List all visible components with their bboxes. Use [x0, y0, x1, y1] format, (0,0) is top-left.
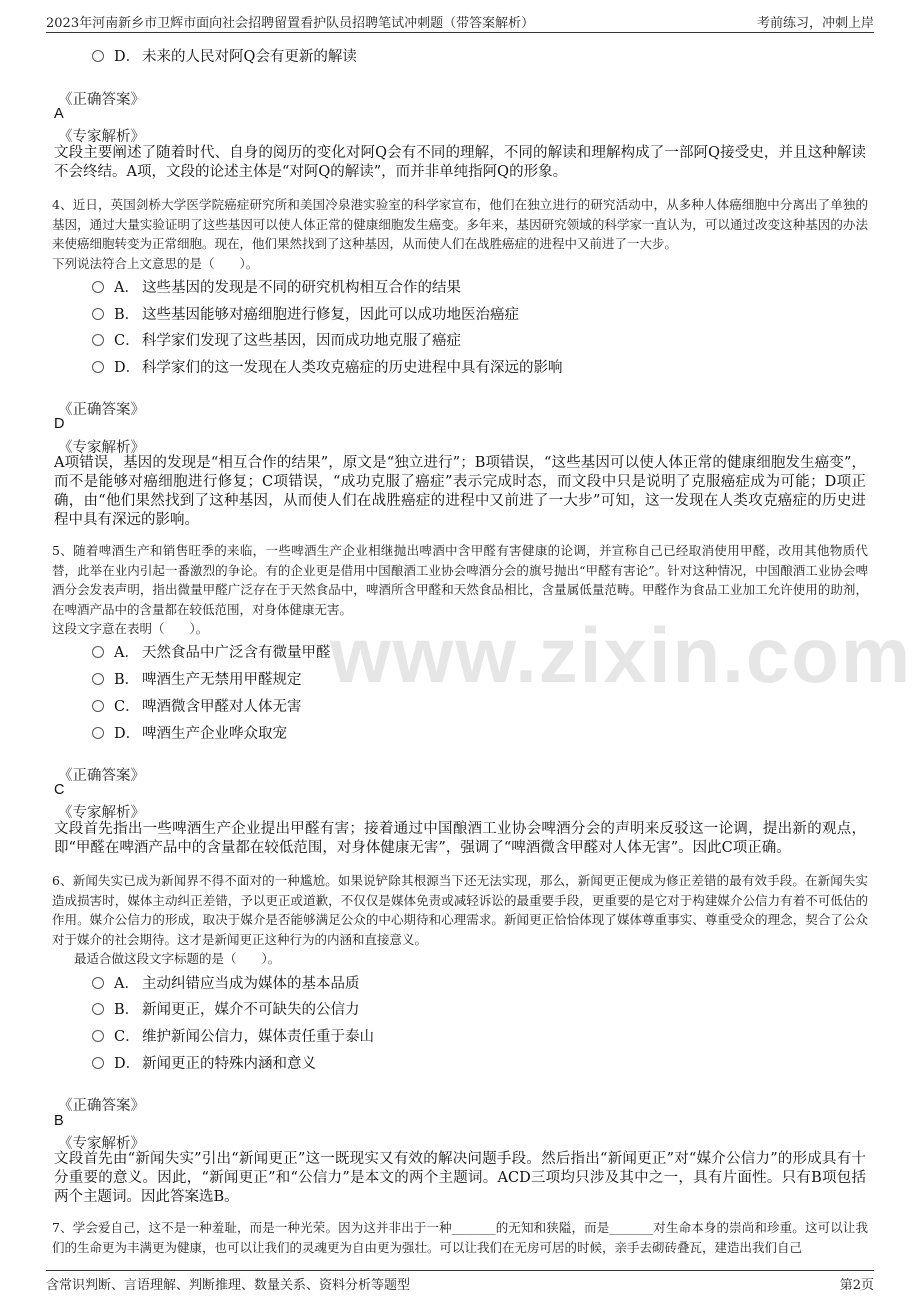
q5-option-a[interactable]: A． 天然食品中广泛含有微量甲醛 [92, 641, 331, 663]
q6-option-a[interactable]: A． 主动纠错应当成为媒体的基本品质 [92, 972, 360, 994]
page-number: 第2页 [839, 1278, 874, 1293]
q6-option-d[interactable]: D． 新闻更正的特殊内涵和意义 [92, 1052, 316, 1074]
q4-analysis: A项错误，基因的发现是“相互合作的结果”，原文是“独立进行”；B项错误，“这些基因可以使人体正常的健康细胞发生癌变”，而不是能够对癌细胞进行修复；C项错误，“成功克服了癌症”表示完成时态，而文段中只是说明了克服癌症成为可能；D项正确，由“他们果然找到了这种基因，从而使人们在战胜癌症的进程中又前进了一大步”可知，这一发现在人类攻克癌症的历史进程中具有深远的影响。 [54, 455, 866, 528]
q4-option-d[interactable]: D． 科学家们的这一发现在人类攻克癌症的历史进程中具有深远的影响 [92, 356, 563, 378]
page-header [46, 8, 874, 33]
q6-option-c[interactable]: C． 维护新闻公信力，媒体责任重于泰山 [92, 1025, 374, 1047]
q5-analysis: 文段首先指出一些啤酒生产企业提出甲醛有害；接着通过中国酿酒工业协会啤酒分会的声明来反驳这一论调，提出新的观点，即“甲醛在啤酒产品中的含量都在较低范围，对身体健康无害”，强调了“啤酒微含甲醛对人体无害”。因此C项正确。 [54, 821, 866, 856]
page-footer [46, 1270, 874, 1293]
q4-stem: 4、近日，英国剑桥大学医学院癌症研究所和美国冷泉港实验室的科学家宣布，他们在独立进行的研究活动中，从多种人体癌细胞中分离出了单独的基因，通过大量实验证明了这些基因可以使人体正常的健康细胞发生癌变。多年来，基因研究领域的科学家一直认为，可以通过改变这种基因的办法来使癌细胞转变为正常细胞。现在，他们果然找到了这种基因，从而使人们在战胜癌症的进程中又前进了一大步。 [52, 197, 868, 251]
q4-answer: D [54, 416, 65, 432]
radio-icon[interactable] [92, 1003, 104, 1015]
radio-icon[interactable] [92, 646, 104, 658]
analysis-label: 《专家解析》 [58, 129, 145, 145]
answer-label: 《正确答案》 [58, 92, 145, 108]
watermark: www.zixin.com [330, 611, 913, 699]
analysis-label: 《专家解析》 [58, 1136, 145, 1152]
analysis-label: 《专家解析》 [58, 440, 145, 456]
q6-answer: B [54, 1113, 64, 1129]
q4-prompt: 下列说法符合上文意思的是（ ）。 [52, 256, 259, 271]
radio-icon[interactable] [92, 727, 104, 739]
radio-icon[interactable] [92, 308, 104, 320]
radio-icon[interactable] [92, 700, 104, 712]
header-slogan: 考前练习，冲刺上岸 [756, 16, 874, 31]
q5-prompt: 这段文字意在表明（ ）。 [52, 621, 209, 636]
q4-option-b[interactable]: B． 这些基因能够对癌细胞进行修复，因此可以成功地医治癌症 [92, 303, 519, 325]
q3-analysis: 文段主要阐述了随着时代、自身的阅历的变化对阿Q会有不同的理解，不同的解读和理解构成了一部阿Q接受史，并且这种解读不会终结。A项，文段的论述主体是“对阿Q的解读”，而并非单纯指阿Q的形象。 [54, 145, 866, 180]
q3-answer: A [54, 106, 64, 122]
radio-icon[interactable] [92, 673, 104, 685]
radio-icon[interactable] [92, 50, 104, 62]
q7-stem: 7、学会爱自己，这不是一种羞耻，而是一种光荣。因为这并非出于一种_______的无知和狭隘，而是_______对生命本身的崇尚和珍重。这可以让我们的生命更为丰满更为健康，也可以让我们的灵魂更为自由更为强壮。可以让我们在无房可居的时候，亲手去砌砖叠瓦，建造出我们自己 [52, 1220, 868, 1255]
q6-option-b[interactable]: B． 新闻更正，媒介不可缺失的公信力 [92, 998, 360, 1020]
answer-label: 《正确答案》 [58, 768, 145, 784]
q3-option-d[interactable]: D． 未来的人民对阿Q会有更新的解读 [92, 45, 357, 67]
q6-prompt: 最适合做这段文字标题的是（ ）。 [74, 951, 281, 966]
radio-icon[interactable] [92, 281, 104, 293]
q6-analysis: 文段首先由“新闻失实”引出“新闻更正”这一既现实又有效的解决问题手段。然后指出“新闻更正”对“媒介公信力”的形成具有十分重要的意义。因此，“新闻更正”和“公信力”是本文的两个主题词。ACD三项均只涉及其中之一，具有片面性。只有B项包括两个主题词。因此答案选B。 [54, 1151, 866, 1205]
radio-icon[interactable] [92, 334, 104, 346]
radio-icon[interactable] [92, 1030, 104, 1042]
radio-icon[interactable] [92, 361, 104, 373]
q5-stem: 5、随着啤酒生产和销售旺季的来临，一些啤酒生产企业相继抛出啤酒中含甲醛有害健康的论调，并宣称自己已经取消使用甲醛，改用其他物质代替，此举在业内引起一番激烈的争论。有的企业更是借用中国酿酒工业协会啤酒分会的旗号抛出“甲醛有害论”。针对这种情况，中国酿酒工业协会啤酒分会发表声明，指出微量甲醛广泛存在于天然食品中，啤酒所含甲醛和天然食品相比，含量属低量范畴。甲醛作为食品工业加工允许使用的助剂，在啤酒产品中的含量都在较低范围，对身体健康无害。 [52, 543, 868, 617]
q5-option-b[interactable]: B． 啤酒生产无禁用甲醛规定 [92, 668, 302, 690]
footer-note: 含常识判断、言语理解、判断推理、数量关系、资料分析等题型 [46, 1278, 411, 1293]
q4-option-c[interactable]: C． 科学家们发现了这些基因，因而成功地克服了癌症 [92, 329, 461, 351]
answer-label: 《正确答案》 [58, 402, 145, 418]
radio-icon[interactable] [92, 977, 104, 989]
answer-label: 《正确答案》 [58, 1098, 145, 1114]
analysis-label: 《专家解析》 [58, 805, 145, 821]
radio-icon[interactable] [92, 1057, 104, 1069]
document-title: 2023年河南新乡市卫辉市面向社会招聘留置看护队员招聘笔试冲刺题（带答案解析） [46, 16, 535, 31]
q5-option-d[interactable]: D． 啤酒生产企业哗众取宠 [92, 722, 287, 744]
q5-option-c[interactable]: C． 啤酒微含甲醛对人体无害 [92, 695, 302, 717]
q5-answer: C [54, 782, 65, 798]
q6-stem: 6、新闻失实已成为新闻界不得不面对的一种尴尬。如果说铲除其根源当下还无法实现，那么，新闻更正便成为修正差错的最有效手段。在新闻失实造成损害时，媒体主动纠正差错，予以更正或道歉，不仅仅是媒体免责或减轻诉讼的最重要手段，更重要的是它对于构建媒介公信力有着不可低估的作用。媒介公信力的形成，取决于媒介是否能够满足公众的中心期待和心理需求。新闻更正恰恰体现了媒体尊重事实、尊重受众的理念，契合了公众对于媒介的社会期待。这才是新闻更正这种行为的内涵和直接意义。 [52, 873, 868, 947]
q4-option-a[interactable]: A． 这些基因的发现是不同的研究机构相互合作的结果 [92, 276, 461, 298]
